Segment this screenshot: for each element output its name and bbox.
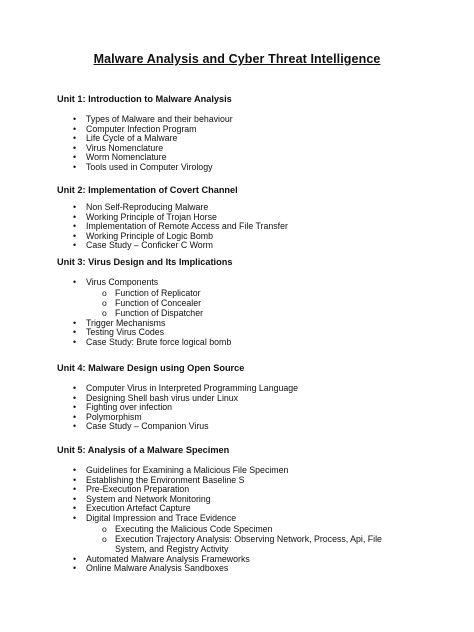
sub-list-item: o Function of Dispatcher — [102, 308, 204, 319]
unit-2-list — [57, 203, 457, 251]
list-item: • Non Self-Reproducing Malware — [73, 202, 209, 212]
list-item: • System and Network Monitoring — [73, 493, 211, 504]
unit-2-section — [57, 185, 457, 251]
sub-list-item: o Execution Trajectory Analysis: Observing Network, Process, Api, File System, and Registry Activity — [102, 533, 382, 555]
circle-bullet-icon: o — [102, 533, 107, 544]
bullet-icon: • — [73, 553, 77, 564]
list-item: • Working Principle of Trojan Horse — [73, 211, 217, 222]
list-item: • Case Study – Conficker C Worm — [73, 240, 213, 251]
bullet-icon: • — [73, 221, 77, 232]
list-item: • Virus Components — [73, 277, 159, 287]
list-item: • Worm Nomenclature — [73, 152, 167, 163]
circle-bullet-icon: o — [102, 523, 107, 534]
unit-2-heading: Unit 2: Implementation of Covert Channel — [57, 185, 238, 195]
bullet-icon: • — [73, 383, 77, 393]
sub-list-item: o Executing the Malicious Code Specimen — [102, 523, 273, 534]
unit-5-list-continued — [57, 555, 457, 574]
unit-3-list — [57, 278, 457, 288]
unit-1-section — [57, 94, 457, 173]
unit-5-sub-list — [57, 524, 457, 555]
bullet-icon: • — [73, 402, 77, 413]
unit-5-heading: Unit 5: Analysis of a Malware Specimen — [57, 445, 230, 455]
bullet-icon: • — [73, 114, 77, 124]
sub-list-item: o Function of Concealer — [102, 298, 202, 308]
bullet-icon: • — [73, 123, 77, 134]
list-item: • Pre-Execution Preparation — [73, 484, 190, 495]
list-item: • Virus Nomenclature — [73, 142, 164, 153]
list-item: • Types of Malware and their behaviour — [73, 114, 233, 124]
bullet-icon: • — [73, 411, 77, 422]
list-item: • Computer Infection Program — [73, 123, 197, 134]
list-item: • Fighting over infection — [73, 402, 173, 413]
list-item: • Testing Virus Codes — [73, 327, 165, 338]
bullet-icon: • — [73, 493, 77, 504]
list-item: • Computer Virus in Interpreted Programming Language — [73, 383, 299, 393]
sub-list-item: o Function of Replicator — [102, 287, 201, 298]
bullet-icon: • — [73, 503, 77, 514]
unit-3-list-continued — [57, 319, 457, 348]
bullet-icon: • — [73, 392, 77, 403]
bullet-icon: • — [73, 240, 77, 251]
document-title: Malware Analysis and Cyber Threat Intelligence — [93, 52, 381, 66]
bullet-icon: • — [73, 133, 77, 144]
bullet-icon: • — [73, 142, 77, 153]
bullet-icon: • — [73, 474, 77, 485]
list-item: • Trigger Mechanisms — [73, 317, 166, 328]
list-item: • Automated Malware Analysis Frameworks — [73, 553, 250, 564]
bullet-icon: • — [73, 230, 77, 241]
bullet-icon: • — [73, 465, 77, 475]
unit-4-section — [57, 363, 457, 432]
list-item: • Life Cycle of a Malware — [73, 133, 178, 144]
unit-3-heading: Unit 3: Virus Design and Its Implications — [57, 257, 233, 267]
bullet-icon: • — [73, 484, 77, 495]
list-item: • Case Study – Companion Virus — [73, 421, 209, 432]
unit-1-heading: Unit 1: Introduction to Malware Analysis — [57, 94, 232, 104]
unit-4-heading: Unit 4: Malware Design using Open Source — [57, 363, 245, 373]
list-item: • Designing Shell bash virus under Linux — [73, 392, 239, 403]
list-item: • Digital Impression and Trace Evidence — [73, 512, 237, 523]
unit-3-section — [57, 257, 457, 348]
circle-bullet-icon: o — [102, 308, 107, 319]
bullet-icon: • — [73, 277, 77, 287]
bullet-icon: • — [73, 152, 77, 163]
bullet-icon: • — [73, 211, 77, 222]
list-item: • Guidelines for Examining a Malicious File Specimen — [73, 465, 289, 475]
bullet-icon: • — [73, 563, 77, 574]
list-item: • Polymorphism — [73, 411, 142, 422]
unit-5-section — [57, 445, 457, 574]
bullet-icon: • — [73, 421, 77, 432]
list-item: • Case Study: Brute force logical bomb — [73, 337, 232, 347]
list-item: • Establishing the Environment Baseline S — [73, 474, 245, 485]
unit-1-list — [57, 115, 457, 173]
unit-4-list — [57, 384, 457, 432]
unit-5-list — [57, 466, 457, 524]
list-item: • Implementation of Remote Access and File Transfer — [73, 221, 288, 232]
list-item: • Working Principle of Logic Bomb — [73, 230, 213, 241]
list-item: • Execution Artefact Capture — [73, 503, 191, 514]
bullet-icon: • — [73, 202, 77, 212]
bullet-icon: • — [73, 161, 77, 172]
unit-3-sub-list — [57, 288, 457, 319]
list-item: • Online Malware Analysis Sandboxes — [73, 563, 229, 574]
bullet-icon: • — [73, 327, 77, 338]
bullet-icon: • — [73, 337, 77, 347]
circle-bullet-icon: o — [102, 298, 107, 308]
bullet-icon: • — [73, 317, 77, 328]
circle-bullet-icon: o — [102, 287, 107, 298]
list-item: • Tools used in Computer Virology — [73, 161, 213, 172]
bullet-icon: • — [73, 512, 77, 523]
